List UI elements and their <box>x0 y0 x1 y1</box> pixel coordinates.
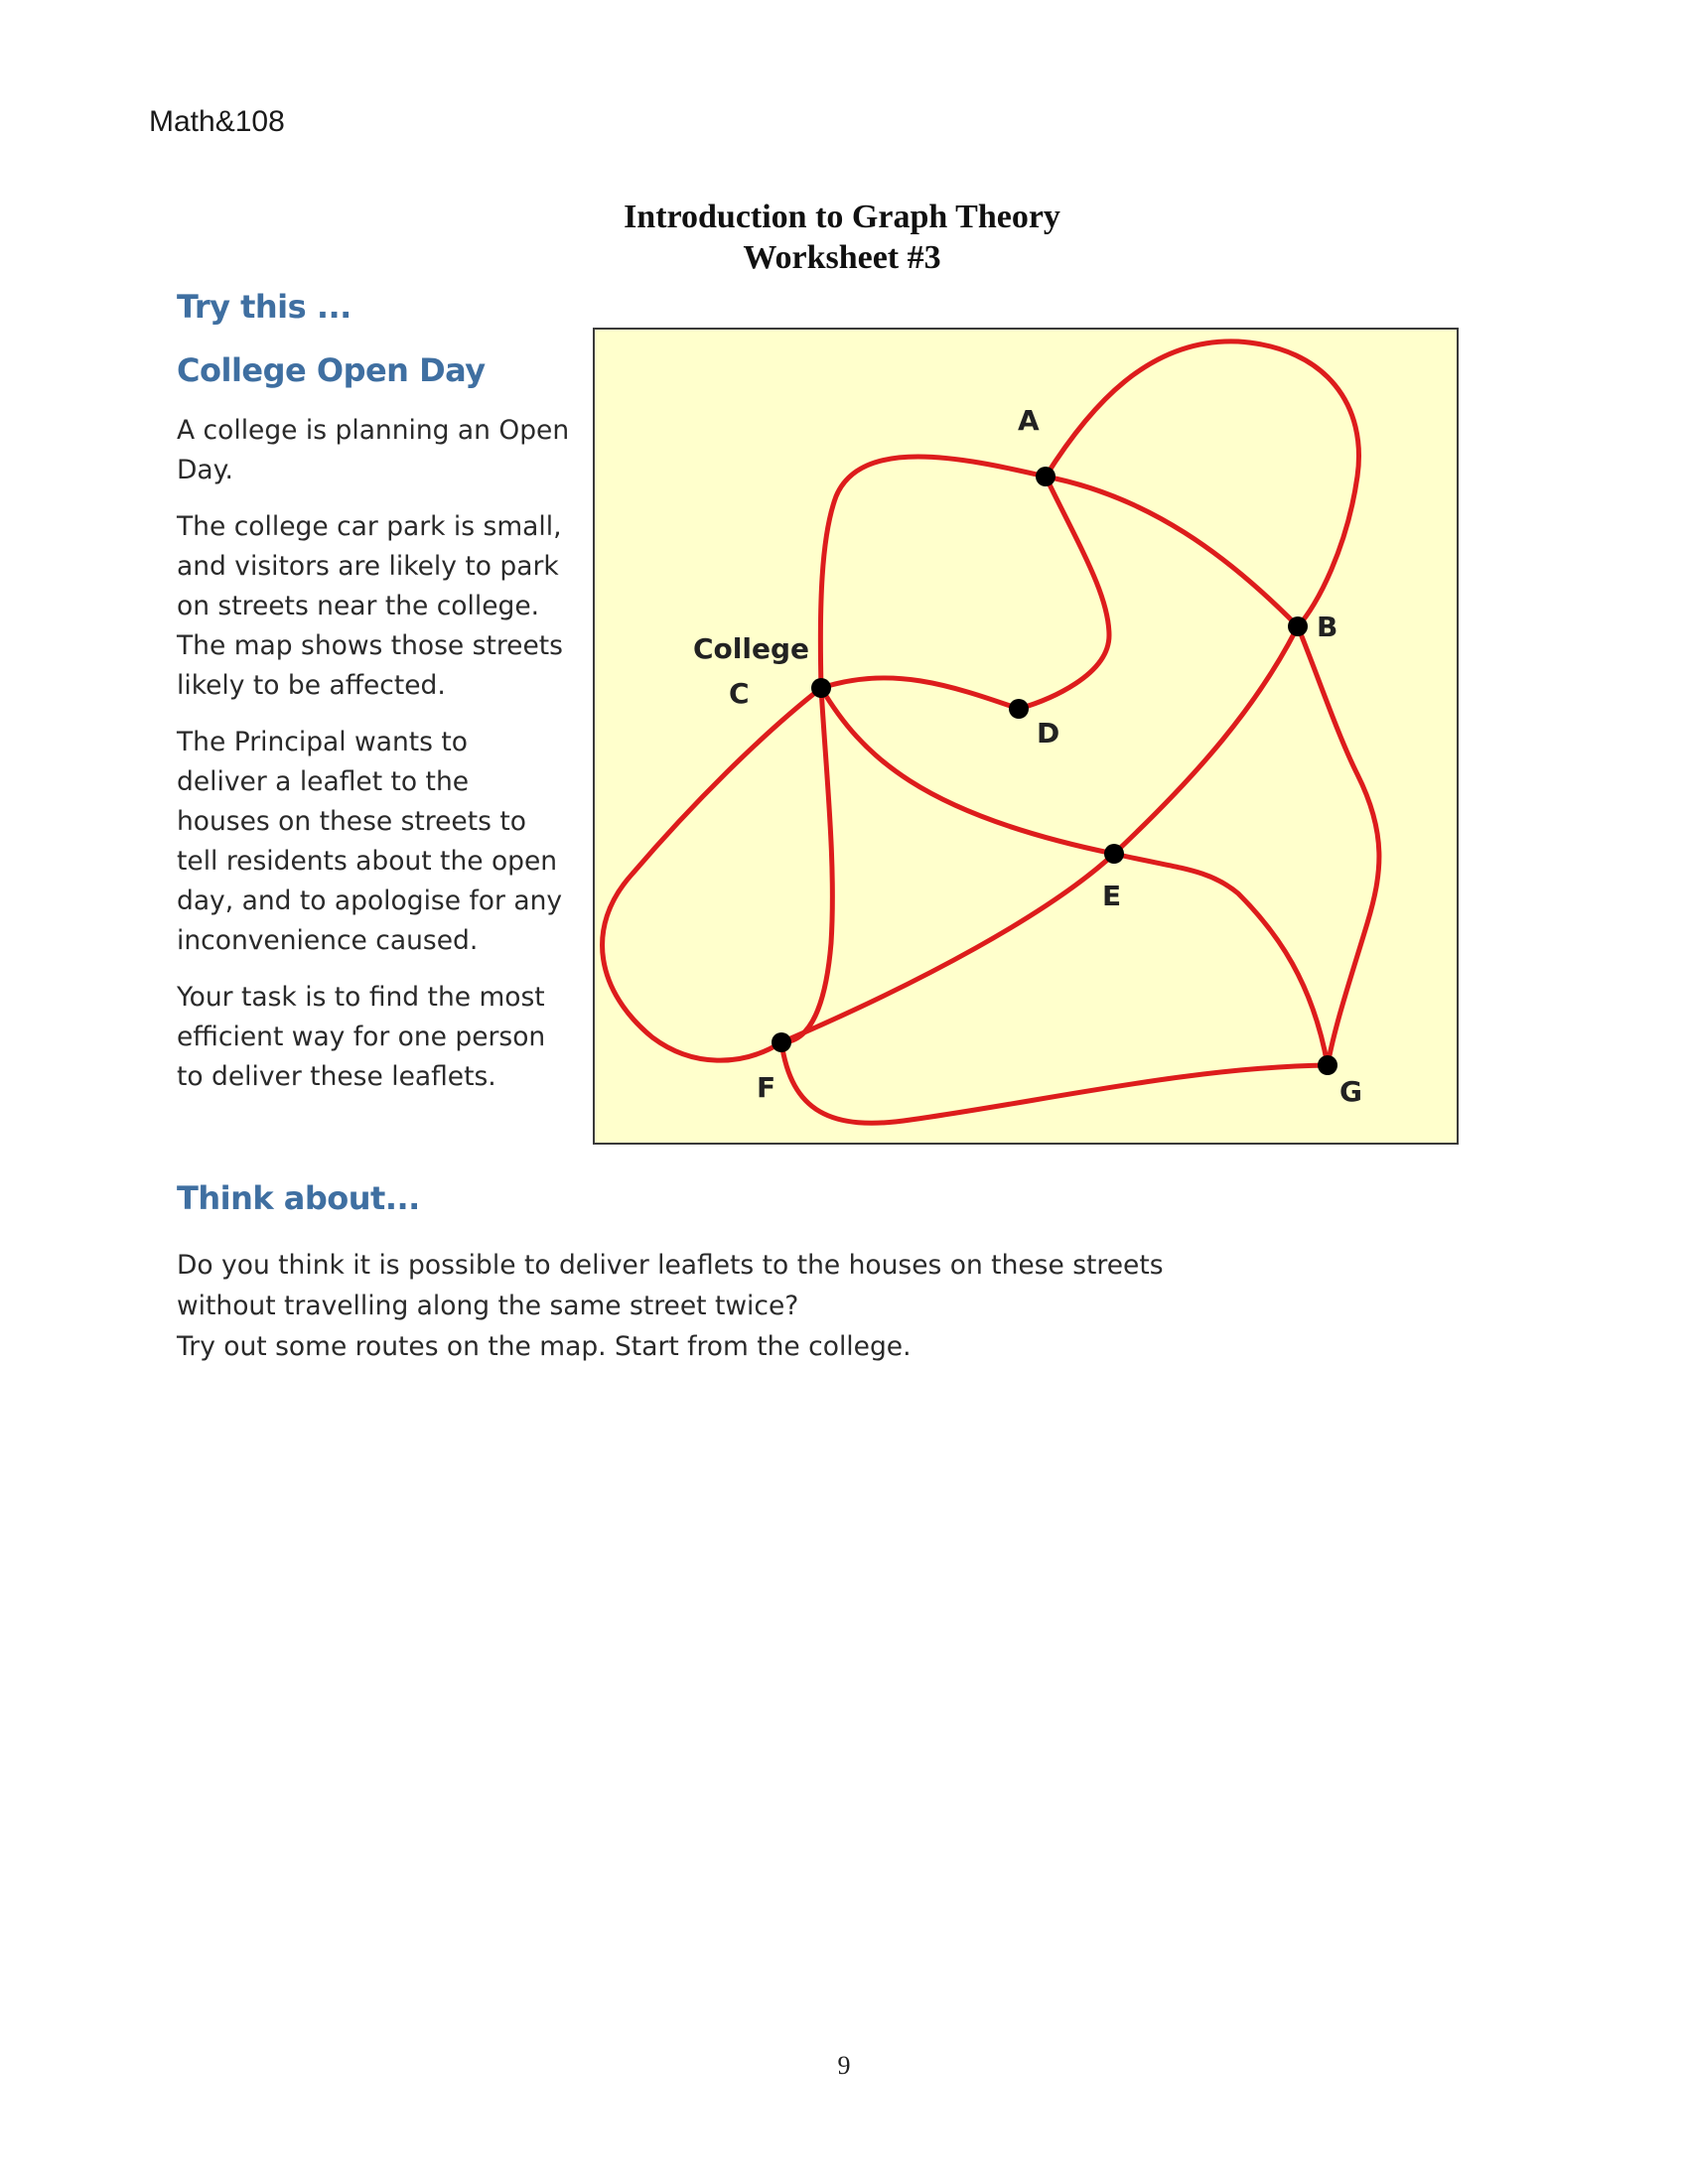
intro-line: to deliver these leaflets. <box>177 1061 496 1092</box>
intro-line: houses on these streets to <box>177 806 526 837</box>
page-subtitle: Worksheet #3 <box>743 239 941 276</box>
intro-paragraph-3 <box>177 723 592 961</box>
college-label: College <box>693 632 810 665</box>
think-about-heading: Think about... <box>177 1179 420 1217</box>
node-c-dot[interactable] <box>811 678 831 698</box>
node-f-dot[interactable] <box>772 1032 791 1052</box>
intro-line: Your task is to find the most <box>177 982 545 1013</box>
intro-paragraph-1 <box>177 411 592 490</box>
street-b-e <box>1114 626 1298 854</box>
think-line: Do you think it is possible to deliver leaflets to the houses on these streets <box>177 1250 1164 1281</box>
course-code: Math&108 <box>149 105 285 138</box>
intro-line: efficient way for one person <box>177 1022 546 1052</box>
node-e-label: E <box>1102 880 1122 912</box>
node-a-dot[interactable] <box>1036 467 1055 486</box>
page-title: Introduction to Graph Theory <box>624 199 1060 235</box>
intro-line: inconvenience caused. <box>177 925 479 956</box>
street-f-g <box>781 1042 1328 1123</box>
intro-line: The map shows those streets <box>177 630 563 661</box>
node-d-label: D <box>1037 717 1060 750</box>
page-number: 9 <box>837 2051 851 2080</box>
worksheet-title-block <box>0 197 1688 278</box>
intro-line: Day. <box>177 455 233 485</box>
street-c-f-outer <box>603 688 821 1060</box>
street-map-panel <box>593 328 1459 1145</box>
intro-line: and visitors are likely to park <box>177 551 559 582</box>
node-e-dot[interactable] <box>1104 844 1124 864</box>
node-a-label: A <box>1018 404 1040 437</box>
intro-line: tell residents about the open <box>177 846 558 877</box>
street-a-c <box>820 457 1046 688</box>
street-c-f-center <box>781 688 832 1042</box>
streets-group <box>603 341 1379 1123</box>
street-a-b-outer <box>1046 341 1359 626</box>
intro-paragraph-4 <box>177 978 592 1097</box>
street-c-d <box>821 678 1019 709</box>
think-line: Try out some routes on the map. Start from the college. <box>177 1331 912 1362</box>
intro-text <box>177 411 592 1114</box>
intro-line: A college is planning an Open <box>177 415 570 446</box>
intro-line: day, and to apologise for any <box>177 886 563 916</box>
intersections-group <box>772 467 1337 1075</box>
node-b-label: B <box>1317 611 1338 643</box>
node-f-label: F <box>757 1071 776 1104</box>
try-this-heading: Try this ... <box>177 288 352 326</box>
node-c-label: C <box>729 677 750 710</box>
labels-group <box>693 404 1362 1108</box>
think-line: without travelling along the same street twice? <box>177 1291 799 1321</box>
node-d-dot[interactable] <box>1009 699 1029 719</box>
street-e-g <box>1114 854 1328 1065</box>
think-about-text <box>177 1245 1269 1367</box>
node-g-dot[interactable] <box>1318 1055 1337 1075</box>
college-open-day-heading: College Open Day <box>177 351 486 389</box>
intro-line: The college car park is small, <box>177 511 562 542</box>
intro-line: on streets near the college. <box>177 591 540 621</box>
intro-line: likely to be affected. <box>177 670 446 701</box>
node-g-label: G <box>1339 1075 1362 1108</box>
street-a-d <box>1019 477 1109 709</box>
street-map-graph <box>593 328 1459 1145</box>
intro-line: The Principal wants to <box>177 727 468 757</box>
intro-line: deliver a leaflet to the <box>177 766 470 797</box>
node-b-dot[interactable] <box>1288 616 1308 636</box>
intro-paragraph-2 <box>177 507 592 706</box>
street-c-e <box>821 688 1114 854</box>
